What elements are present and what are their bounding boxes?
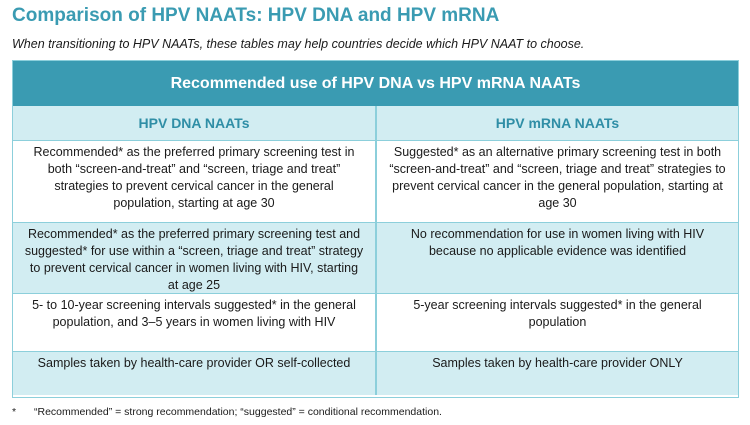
table-cell: Samples taken by health-care provider OR self-collected: [13, 352, 377, 395]
table-title: Recommended use of HPV DNA vs HPV mRNA NAATs: [13, 61, 738, 106]
page-title: Comparison of HPV NAATs: HPV DNA and HPV mRNA: [12, 5, 500, 26]
table-cell: 5- to 10-year screening intervals suggested* in the general population, and 3–5 years in women living with HIV: [13, 294, 377, 352]
table-cell: Suggested* as an alternative primary screening test in both “screen-and-treat” and “screen, triage and treat” strategies to prevent cervical cancer in the general population, starting at age 30: [377, 141, 738, 223]
table-cell: Recommended* as the preferred primary screening test in both “screen-and-treat” and “screen, triage and treat” strategies to prevent cervical cancer in the general population, starting at age 30: [13, 141, 377, 223]
footnote-text: “Recommended” = strong recommendation; “suggested” = conditional recommendation.: [34, 406, 442, 418]
column-header-hpv-mrna: HPV mRNA NAATs: [377, 106, 738, 141]
comparison-table: [12, 60, 739, 398]
table-cell: 5-year screening intervals suggested* in the general population: [377, 294, 738, 352]
footnote: [12, 406, 442, 418]
page-subtitle: When transitioning to HPV NAATs, these tables may help countries decide which HPV NAAT to choose.: [12, 37, 585, 51]
table-cell: No recommendation for use in women living with HIV because no applicable evidence was identified: [377, 223, 738, 294]
column-header-hpv-dna: HPV DNA NAATs: [13, 106, 377, 141]
table-cell: Recommended* as the preferred primary screening test and suggested* for use within a “screen, triage and treat” strategy to prevent cervical cancer in women living with HIV, starting at age 25: [13, 223, 377, 294]
footnote-marker: *: [12, 406, 17, 418]
table-cell: Samples taken by health-care provider ONLY: [377, 352, 738, 395]
